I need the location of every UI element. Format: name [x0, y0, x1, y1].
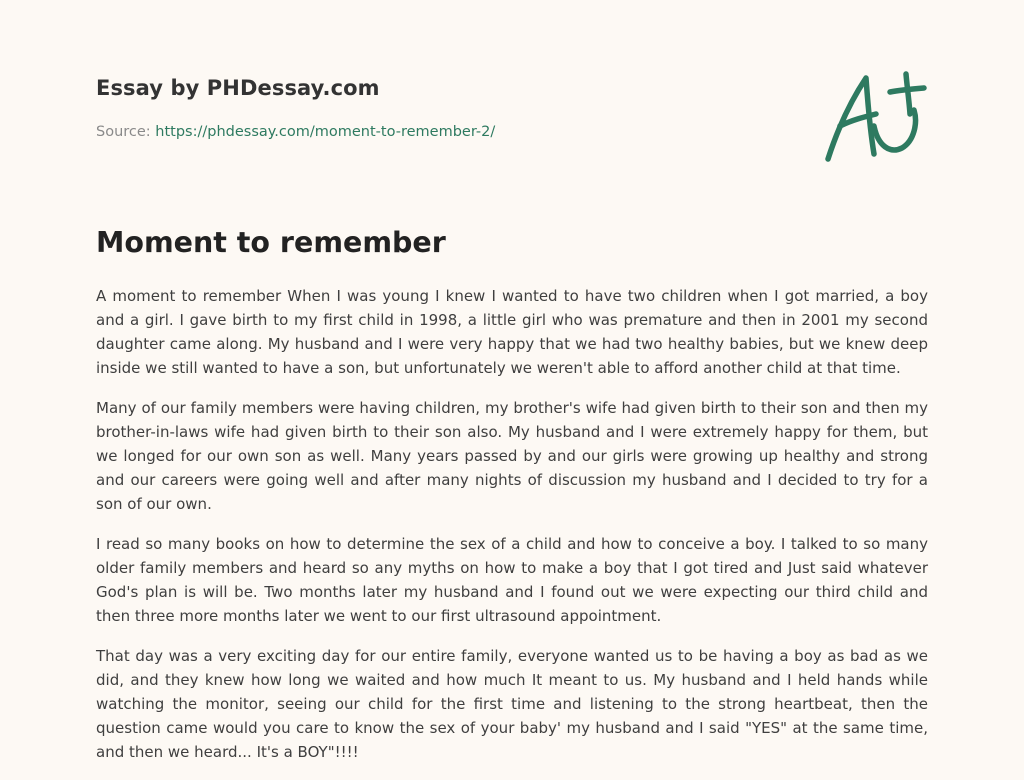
a-plus-grade-icon: [818, 68, 930, 168]
essay-paragraph: I read so many books on how to determine the sex of a child and how to conceive a boy. I talked to so many older family members and heard so any myths on how to make a boy that I got tired and Just said whatever God's plan is will be. Two months later my husband and I found out we were expecting our third child and then three more months later we went to our first ultrasound appointment.: [96, 535, 928, 625]
essay-paragraph: A moment to remember When I was young I knew I wanted to have two children when I got married, a boy and a girl. I gave birth to my first child in 1998, a little girl who was premature and then in 2001 my second daughter came along. My husband and I were very happy that we had two healthy babies, but we knew deep inside we still wanted to have a son, but unfortunately we weren't able to afford another child at that time.: [96, 287, 928, 377]
brand-title: Essay by PHDessay.com: [96, 76, 380, 100]
source-label: Source:: [96, 124, 151, 140]
essay-title: Moment to remember: [96, 226, 446, 259]
essay-paragraph: Many of our family members were having children, my brother's wife had given birth to their son and then my brother-in-laws wife had given birth to their son also. My husband and I were extremely happy for them, but we longed for our own son as well. Many years passed by and our girls were growing up healthy and strong and our careers were going well and after many nights of discussion my husband and I decided to try for a son of our own.: [96, 399, 928, 513]
source-link[interactable]: https://phdessay.com/moment-to-remember-2/: [155, 124, 496, 140]
essay-paragraph: That day was a very exciting day for our entire family, everyone wanted us to be having a boy as bad as we did, and they knew how long we waited and how much It meant to us. My husband and I held hands while watching the monitor, seeing our child for the first time and listening to the strong heartbeat, then the question came would you care to know the sex of your baby' my husband and I said "YES" at the same time, and then we heard... It's a BOY"!!!!: [96, 647, 928, 761]
essay-body: [96, 284, 928, 780]
source-line: [96, 124, 495, 140]
